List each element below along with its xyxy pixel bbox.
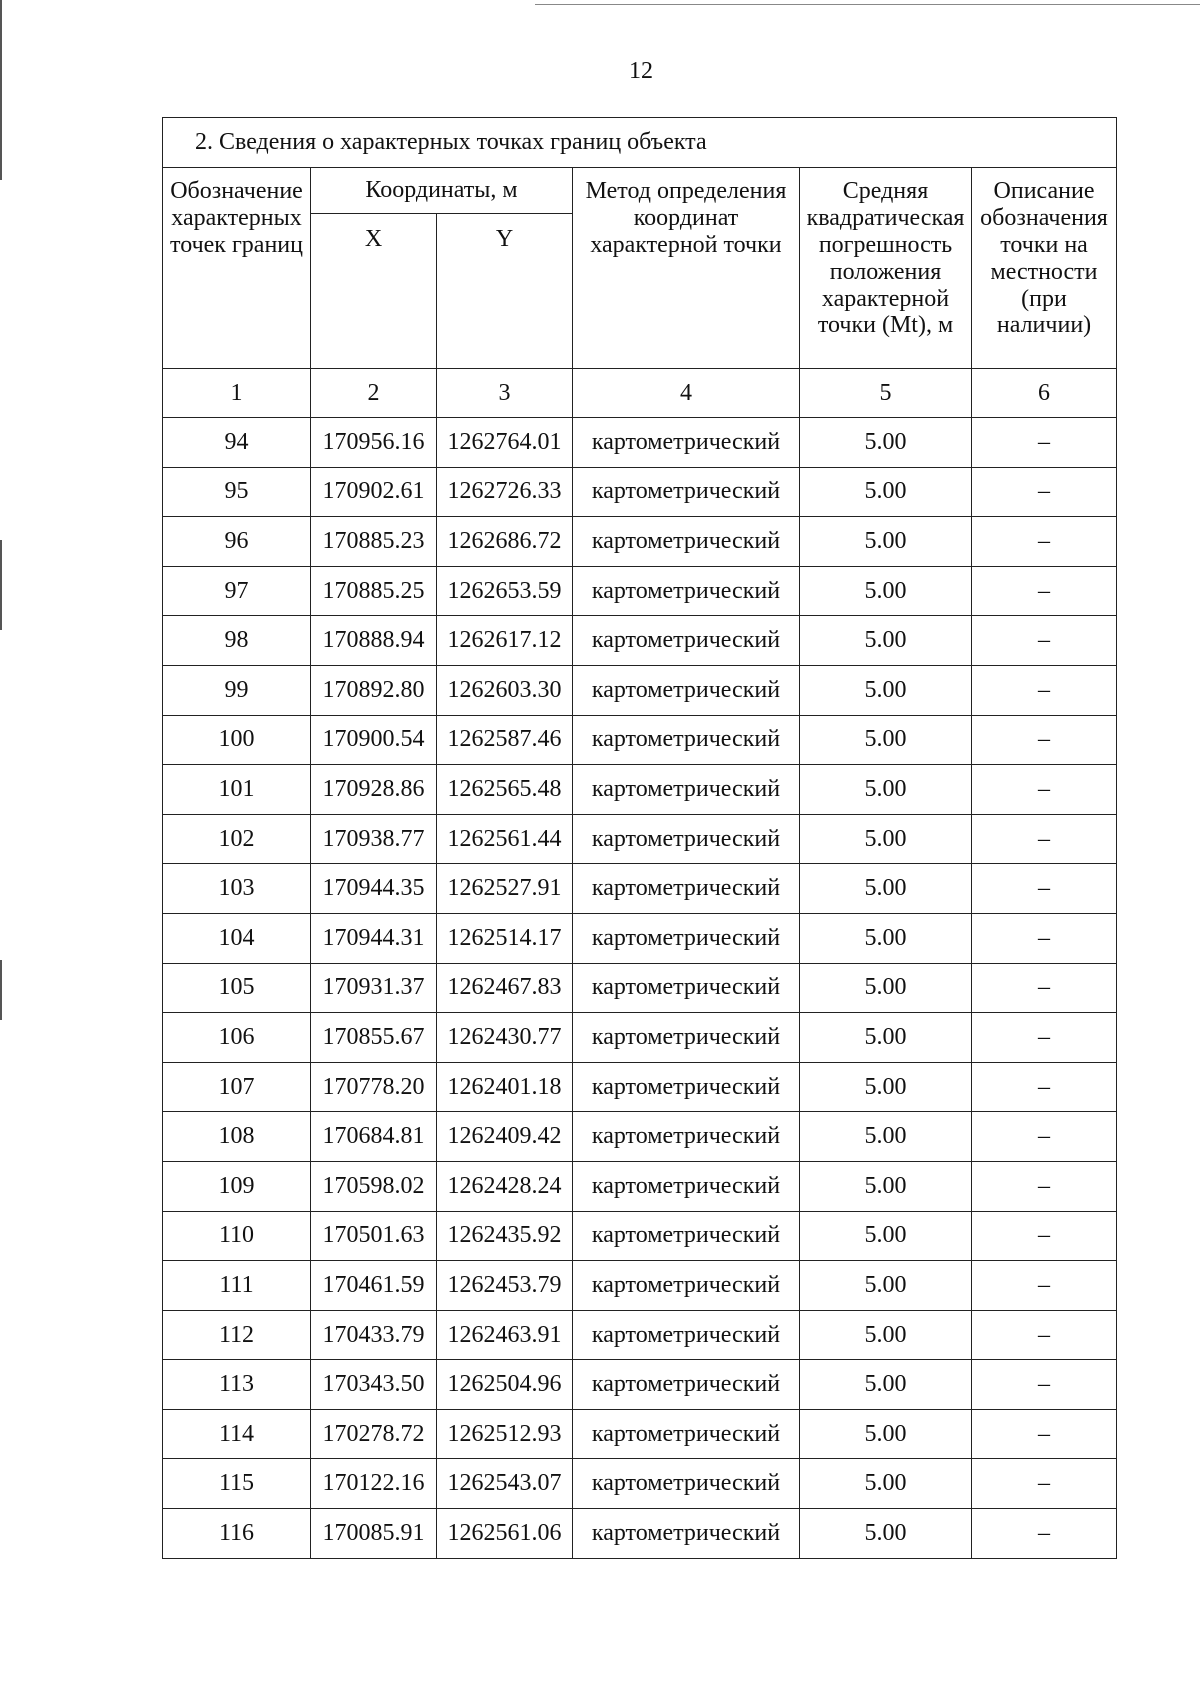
x-coordinate-cell: 170885.23 (311, 517, 437, 567)
x-coordinate-cell: 170938.77 (311, 814, 437, 864)
error-cell: 5.00 (800, 1161, 972, 1211)
y-coordinate-cell: 1262467.83 (437, 963, 573, 1013)
method-cell: картометрический (573, 1112, 800, 1162)
description-cell: – (972, 814, 1117, 864)
x-coordinate-cell: 170902.61 (311, 467, 437, 517)
column-number: 1 (163, 369, 311, 418)
table-body (163, 418, 1117, 1559)
method-cell: картометрический (573, 467, 800, 517)
header-description: Описание обозначения точки на местности (при наличии) (972, 168, 1117, 369)
y-coordinate-cell: 1262561.44 (437, 814, 573, 864)
header-coordinates: Координаты, м (311, 168, 573, 214)
error-cell: 5.00 (800, 913, 972, 963)
x-coordinate-cell: 170598.02 (311, 1161, 437, 1211)
table-row (163, 418, 1117, 468)
method-cell: картометрический (573, 1310, 800, 1360)
error-cell: 5.00 (800, 566, 972, 616)
table-row (163, 1261, 1117, 1311)
error-cell: 5.00 (800, 1310, 972, 1360)
table-row (163, 1360, 1117, 1410)
point-number-cell: 96 (163, 517, 311, 567)
point-number-cell: 107 (163, 1062, 311, 1112)
method-cell: картометрический (573, 864, 800, 914)
description-cell: – (972, 913, 1117, 963)
x-coordinate-cell: 170461.59 (311, 1261, 437, 1311)
error-cell: 5.00 (800, 765, 972, 815)
method-cell: картометрический (573, 1013, 800, 1063)
scan-edge-line (0, 960, 2, 1020)
description-cell: – (972, 1161, 1117, 1211)
error-cell: 5.00 (800, 517, 972, 567)
method-cell: картометрический (573, 1261, 800, 1311)
error-cell: 5.00 (800, 665, 972, 715)
table-row (163, 1211, 1117, 1261)
error-cell: 5.00 (800, 1062, 972, 1112)
description-cell: – (972, 1459, 1117, 1509)
table-row (163, 1459, 1117, 1509)
table-row (163, 1161, 1117, 1211)
error-cell: 5.00 (800, 1459, 972, 1509)
method-cell: картометрический (573, 566, 800, 616)
description-cell: – (972, 1409, 1117, 1459)
description-cell: – (972, 1261, 1117, 1311)
point-number-cell: 95 (163, 467, 311, 517)
table-row (163, 1509, 1117, 1559)
y-coordinate-cell: 1262435.92 (437, 1211, 573, 1261)
x-coordinate-cell: 170885.25 (311, 566, 437, 616)
description-cell: – (972, 467, 1117, 517)
description-cell: – (972, 1062, 1117, 1112)
x-coordinate-cell: 170278.72 (311, 1409, 437, 1459)
scan-top-line (535, 4, 1200, 5)
description-cell: – (972, 963, 1117, 1013)
method-cell: картометрический (573, 814, 800, 864)
x-coordinate-cell: 170944.35 (311, 864, 437, 914)
table-row (163, 616, 1117, 666)
y-coordinate-cell: 1262565.48 (437, 765, 573, 815)
method-cell: картометрический (573, 1509, 800, 1559)
method-cell: картометрический (573, 765, 800, 815)
point-number-cell: 110 (163, 1211, 311, 1261)
point-number-cell: 98 (163, 616, 311, 666)
column-number: 5 (800, 369, 972, 418)
error-cell: 5.00 (800, 418, 972, 468)
description-cell: – (972, 1509, 1117, 1559)
x-coordinate-cell: 170855.67 (311, 1013, 437, 1063)
error-cell: 5.00 (800, 467, 972, 517)
description-cell: – (972, 765, 1117, 815)
x-coordinate-cell: 170892.80 (311, 665, 437, 715)
table-row (163, 963, 1117, 1013)
y-coordinate-cell: 1262653.59 (437, 566, 573, 616)
error-cell: 5.00 (800, 1509, 972, 1559)
description-cell: – (972, 1112, 1117, 1162)
method-cell: картометрический (573, 1360, 800, 1410)
point-number-cell: 102 (163, 814, 311, 864)
description-cell: – (972, 418, 1117, 468)
y-coordinate-cell: 1262514.17 (437, 913, 573, 963)
point-number-cell: 94 (163, 418, 311, 468)
description-cell: – (972, 517, 1117, 567)
x-coordinate-cell: 170888.94 (311, 616, 437, 666)
point-number-cell: 104 (163, 913, 311, 963)
scan-edge-line (0, 0, 2, 180)
table-row (163, 566, 1117, 616)
column-number: 6 (972, 369, 1117, 418)
header-designation: Обозначение характерных точек границ (163, 168, 311, 369)
error-cell: 5.00 (800, 715, 972, 765)
method-cell: картометрический (573, 616, 800, 666)
y-coordinate-cell: 1262409.42 (437, 1112, 573, 1162)
x-coordinate-cell: 170684.81 (311, 1112, 437, 1162)
x-coordinate-cell: 170343.50 (311, 1360, 437, 1410)
x-coordinate-cell: 170944.31 (311, 913, 437, 963)
y-coordinate-cell: 1262463.91 (437, 1310, 573, 1360)
column-number: 3 (437, 369, 573, 418)
point-number-cell: 101 (163, 765, 311, 815)
description-cell: – (972, 665, 1117, 715)
method-cell: картометрический (573, 517, 800, 567)
y-coordinate-cell: 1262617.12 (437, 616, 573, 666)
description-cell: – (972, 566, 1117, 616)
header-y: Y (437, 214, 573, 369)
method-cell: картометрический (573, 1062, 800, 1112)
column-numbers-row (163, 369, 1117, 418)
header-x: X (311, 214, 437, 369)
error-cell: 5.00 (800, 1112, 972, 1162)
error-cell: 5.00 (800, 1261, 972, 1311)
x-coordinate-cell: 170956.16 (311, 418, 437, 468)
error-cell: 5.00 (800, 814, 972, 864)
y-coordinate-cell: 1262764.01 (437, 418, 573, 468)
method-cell: картометрический (573, 418, 800, 468)
y-coordinate-cell: 1262603.30 (437, 665, 573, 715)
table-row (163, 665, 1117, 715)
error-cell: 5.00 (800, 1360, 972, 1410)
header-error: Средняя квадратическая погрешность положения характерной точки (Mt), м (800, 168, 972, 369)
description-cell: – (972, 1013, 1117, 1063)
point-number-cell: 100 (163, 715, 311, 765)
table-row (163, 1013, 1117, 1063)
table-row (163, 1062, 1117, 1112)
method-cell: картометрический (573, 665, 800, 715)
point-number-cell: 108 (163, 1112, 311, 1162)
y-coordinate-cell: 1262428.24 (437, 1161, 573, 1211)
x-coordinate-cell: 170931.37 (311, 963, 437, 1013)
table-row (163, 467, 1117, 517)
description-cell: – (972, 616, 1117, 666)
y-coordinate-cell: 1262453.79 (437, 1261, 573, 1311)
y-coordinate-cell: 1262686.72 (437, 517, 573, 567)
error-cell: 5.00 (800, 1211, 972, 1261)
column-number: 2 (311, 369, 437, 418)
table-row (163, 913, 1117, 963)
y-coordinate-cell: 1262504.96 (437, 1360, 573, 1410)
point-number-cell: 111 (163, 1261, 311, 1311)
point-number-cell: 109 (163, 1161, 311, 1211)
table-row (163, 715, 1117, 765)
x-coordinate-cell: 170085.91 (311, 1509, 437, 1559)
point-number-cell: 103 (163, 864, 311, 914)
method-cell: картометрический (573, 963, 800, 1013)
x-coordinate-cell: 170928.86 (311, 765, 437, 815)
x-coordinate-cell: 170501.63 (311, 1211, 437, 1261)
y-coordinate-cell: 1262430.77 (437, 1013, 573, 1063)
table-row (163, 814, 1117, 864)
point-number-cell: 106 (163, 1013, 311, 1063)
description-cell: – (972, 1360, 1117, 1410)
x-coordinate-cell: 170778.20 (311, 1062, 437, 1112)
table-title: 2. Сведения о характерных точках границ объекта (163, 118, 1117, 168)
x-coordinate-cell: 170433.79 (311, 1310, 437, 1360)
point-number-cell: 115 (163, 1459, 311, 1509)
x-coordinate-cell: 170122.16 (311, 1459, 437, 1509)
description-cell: – (972, 1310, 1117, 1360)
point-number-cell: 116 (163, 1509, 311, 1559)
point-number-cell: 99 (163, 665, 311, 715)
point-number-cell: 112 (163, 1310, 311, 1360)
table-row (163, 1112, 1117, 1162)
point-number-cell: 114 (163, 1409, 311, 1459)
page-number: 12 (629, 58, 653, 84)
y-coordinate-cell: 1262512.93 (437, 1409, 573, 1459)
error-cell: 5.00 (800, 864, 972, 914)
description-cell: – (972, 864, 1117, 914)
table-row (163, 765, 1117, 815)
column-number: 4 (573, 369, 800, 418)
error-cell: 5.00 (800, 1409, 972, 1459)
method-cell: картометрический (573, 1211, 800, 1261)
table-row (163, 1409, 1117, 1459)
point-number-cell: 105 (163, 963, 311, 1013)
method-cell: картометрический (573, 1459, 800, 1509)
error-cell: 5.00 (800, 1013, 972, 1063)
point-number-cell: 97 (163, 566, 311, 616)
error-cell: 5.00 (800, 616, 972, 666)
x-coordinate-cell: 170900.54 (311, 715, 437, 765)
table-row (163, 864, 1117, 914)
point-number-cell: 113 (163, 1360, 311, 1410)
table-row (163, 517, 1117, 567)
y-coordinate-cell: 1262726.33 (437, 467, 573, 517)
boundary-points-table (162, 117, 1117, 1559)
method-cell: картометрический (573, 913, 800, 963)
description-cell: – (972, 1211, 1117, 1261)
y-coordinate-cell: 1262527.91 (437, 864, 573, 914)
header-method: Метод определения координат характерной точки (573, 168, 800, 369)
y-coordinate-cell: 1262561.06 (437, 1509, 573, 1559)
description-cell: – (972, 715, 1117, 765)
y-coordinate-cell: 1262401.18 (437, 1062, 573, 1112)
method-cell: картометрический (573, 1161, 800, 1211)
table-row (163, 1310, 1117, 1360)
method-cell: картометрический (573, 1409, 800, 1459)
method-cell: картометрический (573, 715, 800, 765)
y-coordinate-cell: 1262543.07 (437, 1459, 573, 1509)
error-cell: 5.00 (800, 963, 972, 1013)
scan-edge-line (0, 540, 2, 630)
y-coordinate-cell: 1262587.46 (437, 715, 573, 765)
